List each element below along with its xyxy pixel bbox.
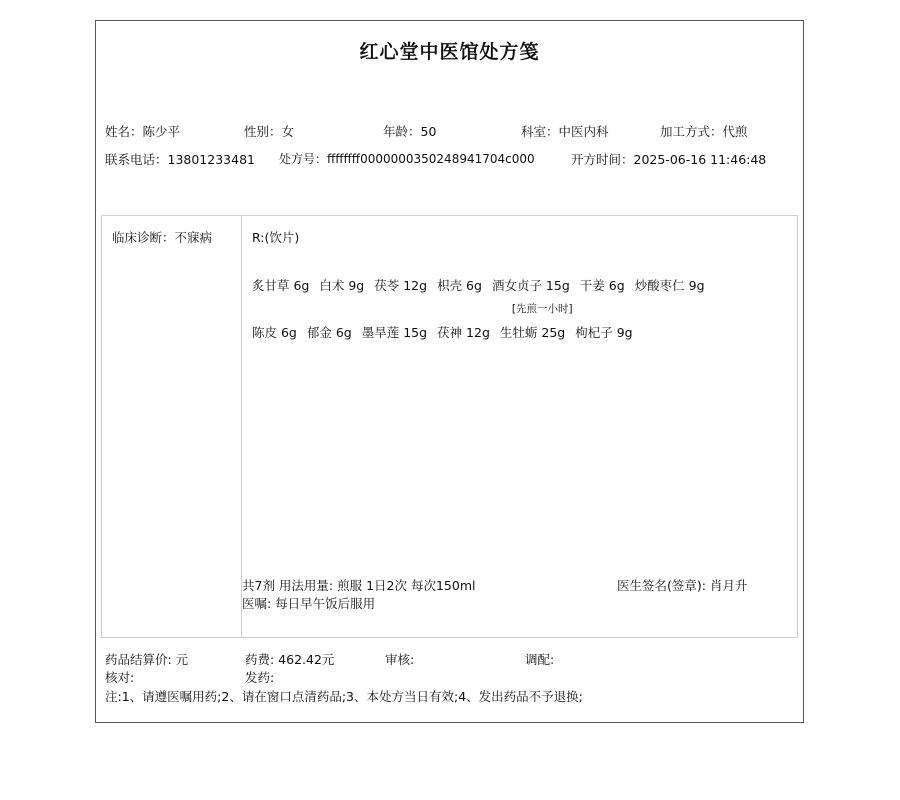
- herb-text: 炒酸枣仁 9g: [634, 278, 705, 293]
- herb-text: 生牡蛎 25g: [499, 325, 566, 340]
- column-divider: [241, 215, 242, 638]
- herb-row-2: [252, 303, 633, 341]
- footer-notes: 注:1、请遵医嘱用药;2、请在窗口点清药品;3、本处方当日有效;4、发出药品不予退换;: [105, 689, 583, 704]
- herb-text: 茯苓 12g: [374, 278, 428, 293]
- contact-phone: 联系电话：13801233481: [105, 152, 255, 167]
- patient-gender: 性别：女: [244, 124, 295, 139]
- herb-item: [580, 276, 625, 294]
- patient-name: 姓名：陈少平: [105, 124, 181, 139]
- prescription-number: 处方号：ffffffff0000000350248941704c000: [279, 152, 535, 166]
- herb-text: 酒女贞子 15g: [491, 278, 570, 293]
- herb-text: 墨旱莲 15g: [361, 325, 428, 340]
- herb-item: [437, 323, 490, 341]
- herb-item: [307, 323, 352, 341]
- department: 科室：中医内科: [521, 124, 609, 139]
- herb-item: [362, 323, 427, 341]
- processing-method: 加工方式：代煎: [660, 124, 748, 139]
- herb-text: 郁金 6g: [306, 325, 352, 340]
- herb-item: [492, 276, 570, 294]
- herb-item: [319, 276, 364, 294]
- dispense-prep-field: 调配:: [525, 652, 555, 667]
- usage-dosage: 共7剂 用法用量: 煎服 1日2次 每次150ml: [242, 578, 476, 593]
- herb-item: [252, 323, 297, 341]
- drug-settlement-price: 药品结算价: 元: [105, 652, 189, 667]
- herb-text: 炙甘草 6g: [252, 278, 310, 293]
- herb-item: [374, 276, 427, 294]
- prescription-title: 红心堂中医馆处方笺: [359, 41, 540, 63]
- herb-item: [575, 323, 632, 341]
- herb-note: [先煎一小时]: [511, 303, 573, 315]
- rx-header: R:(饮片): [252, 230, 300, 245]
- herb-text: 枸杞子 9g: [575, 325, 633, 340]
- prescription-time: 开方时间：2025-06-16 11:46:48: [571, 152, 767, 167]
- herb-text: 陈皮 6g: [252, 325, 297, 340]
- herb-text: 干姜 6g: [579, 278, 625, 293]
- herb-text: 白术 9g: [319, 278, 365, 293]
- doctor-signature: 医生签名(签章): 肖月升: [617, 578, 748, 593]
- herb-row-1: [252, 276, 705, 294]
- herb-text: 茯神 12g: [437, 325, 490, 340]
- clinical-diagnosis: 临床诊断：不寐病: [112, 230, 213, 245]
- review-field: 审核:: [385, 652, 415, 667]
- medical-advice: 医嘱: 每日早午饭后服用: [242, 596, 376, 611]
- herb-item: [635, 276, 705, 294]
- herb-item: [499, 303, 573, 341]
- patient-age: 年龄：50: [383, 124, 437, 139]
- herb-item: [252, 276, 309, 294]
- herb-text: 枳壳 6g: [437, 278, 482, 293]
- herb-item: [437, 276, 482, 294]
- check-field: 核对:: [105, 670, 135, 685]
- drug-fee: 药费: 462.42元: [245, 652, 335, 667]
- dispense-field: 发药:: [245, 670, 275, 685]
